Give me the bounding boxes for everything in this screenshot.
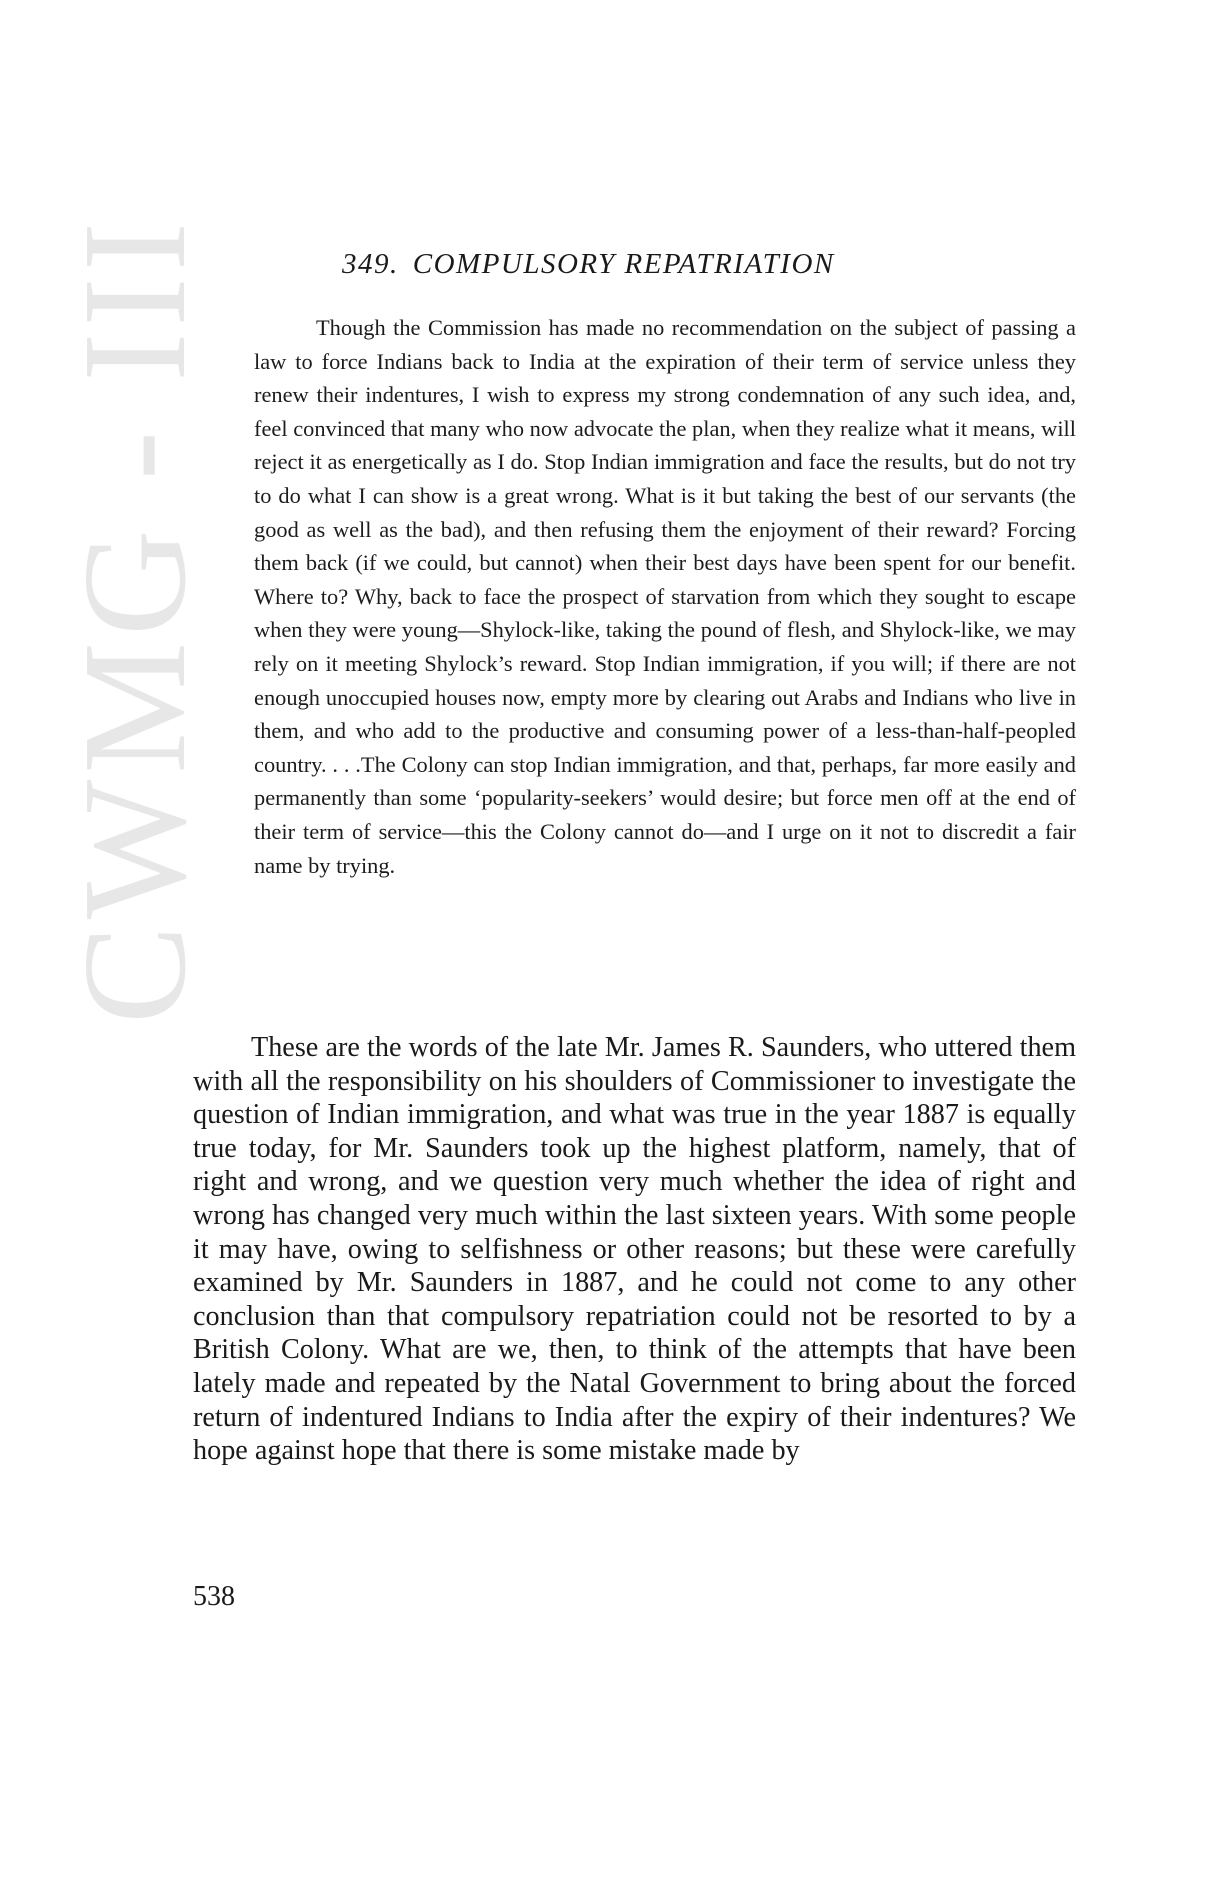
body-text: [193, 1031, 1076, 1468]
section-number: 349.: [342, 248, 399, 280]
quote-paragraph: Though the Commission has made no recommendation on the subject of passing a law to force Indians back to India at the expiration of their term of service unless they renew their indentures, I wish to express my strong condemnation of any such idea, and, feel convinced that many who now advocate the plan, when they realize what it means, will reject it as energetically as I do. Stop Indian immigration and face the results, but do not try to do what I can show is a great wrong. What is it but taking the best of our servants (the good as well as the bad), and then refusing them the enjoyment of their reward? Forcing them back (if we could, but cannot) when their best days have been spent for our benefit. Where to? Why, back to face the prospect of starvation from which they sought to escape when they were young—Shylock-like, taking the pound of flesh, and Shylock-like, we may rely on it meeting Shylock’s reward. Stop Indian immigration, if you will; if there are not enough unoccupied houses now, empty more by clearing out Arabs and Indians who live in them, and who add to the productive and consuming power of a less-than-half-peopled country. . . .The Colony can stop Indian immigration, and that, perhaps, far more easily and permanently than some ‘popularity-seekers’ would desire; but force men off at the end of their term of service—this the Colony cannot do—and I urge on it not to discredit a fair name by trying.: [254, 315, 1076, 878]
body-paragraph: These are the words of the late Mr. James R. Saunders, who uttered them with all the responsibility on his shoulders of Commissioner to investigate the question of Indian immigration, and what was true in the year 1887 is equally true today, for Mr. Saunders took up the highest platform, namely, that of right and wrong, and we question very much whether the idea of right and wrong has changed very much within the last sixteen years. With some people it may have, owing to selfishness or other reasons; but these were carefully examined by Mr. Saunders in 1887, and he could not come to any other conclusion than that compulsory repatriation could not be resorted to by a British Colony. What are we, then, to think of the attempts that have been lately made and repeated by the Natal Government to bring about the forced return of indentured Indians to India after the expiry of their indentures? We hope against hope that there is some mistake made by: [193, 1032, 1076, 1467]
page-title: [342, 248, 835, 281]
quoted-passage: [254, 311, 1076, 882]
watermark: CWMG - III: [53, 215, 217, 1025]
page-number: 538: [193, 1581, 235, 1612]
section-title: COMPULSORY REPATRIATION: [412, 248, 835, 280]
